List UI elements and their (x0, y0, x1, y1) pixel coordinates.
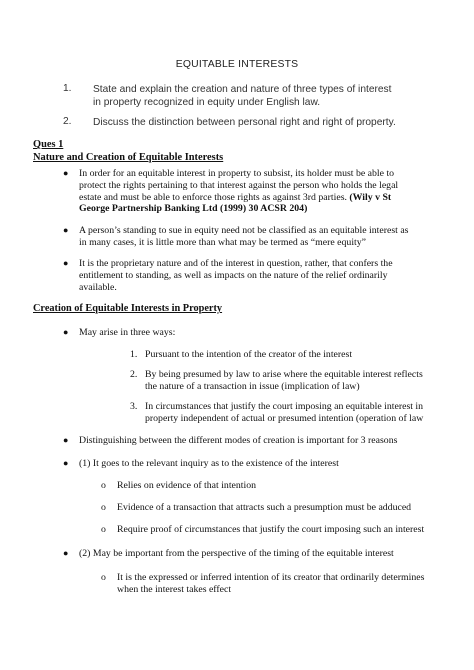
list-item: (2) May be important from the perspective of the timing of the equitable interest (79, 548, 394, 559)
question-number: 1. (63, 83, 72, 94)
text-line: It is the expressed or inferred intention of its creator that ordinarily determines (117, 572, 425, 583)
list-item (79, 168, 459, 215)
list-item: Distinguishing between the different modes of creation is important for 3 reasons (79, 435, 398, 446)
question-1-line-2: in property recognized in equity under English law. (93, 97, 321, 108)
question-1 (93, 83, 391, 109)
text-line: protect the rights pertaining to that interest against the person who holds the legal (79, 179, 399, 191)
bullet-icon: ● (63, 225, 69, 235)
list-item (79, 225, 459, 249)
bullet-icon: ● (63, 458, 69, 468)
numbered-item (145, 369, 465, 393)
question-1-line-1: State and explain the creation and nature of three types of interest (93, 84, 392, 95)
bullet-icon: ● (63, 327, 69, 337)
text-line: A person’s standing to sue in equity need not be classified as an equitable interest as (79, 225, 409, 236)
numbered-item (145, 401, 465, 425)
circle-bullet-icon: o (101, 502, 106, 513)
text-line: entitlement to standing, as well as impacts on the nature of the relief ordinarily (79, 269, 388, 281)
list-item: (1) It goes to the relevant inquiry as to the existence of the interest (79, 458, 339, 469)
list-item: May arise in three ways: (79, 327, 176, 338)
bullet-icon: ● (63, 548, 69, 558)
bullet-icon: ● (63, 168, 69, 178)
case-citation: George Partnership Banking Ltd (1999) 30 ACSR 204) (79, 203, 308, 215)
ques-heading (33, 138, 223, 164)
bullet-icon: ● (63, 258, 69, 268)
list-number: 3. (130, 401, 138, 412)
sub-item (117, 572, 467, 596)
text-line (79, 192, 459, 204)
text-line: It is the proprietary nature and of the interest in question, rather, that confers the (79, 258, 393, 269)
text-line: in many cases, it is little more than what may be termed as “mere equity” (79, 236, 367, 248)
text-line: property independent of actual or presumed intention (operation of law (145, 412, 424, 424)
text-line: By being presumed by law to arise where the equitable interest reflects (145, 369, 423, 380)
sub-item: Relies on evidence of that intention (117, 480, 257, 491)
list-number: 1. (130, 349, 138, 360)
text-line: when the interest takes effect (117, 583, 232, 595)
text-line: In circumstances that justify the court imposing an equitable interest in (145, 401, 424, 412)
circle-bullet-icon: o (101, 480, 106, 491)
bullet-icon: ● (63, 435, 69, 445)
text-span: estate and must be able to enforce those rights as against 3rd parties. (79, 191, 350, 203)
text-line: In order for an equitable interest in property to subsist, its holder must be able to (79, 168, 395, 179)
document-title: EQUITABLE INTERESTS (175, 59, 299, 70)
question-2: Discuss the distinction between personal right and right of property. (93, 117, 396, 128)
list-number: 2. (130, 369, 138, 380)
case-citation: (Wily v St (349, 191, 392, 203)
section-title-nature: Nature and Creation of Equitable Interests (33, 152, 224, 163)
question-number: 2. (63, 116, 72, 127)
text-line: available. (79, 281, 117, 293)
ques-label: Ques 1 (33, 139, 64, 150)
list-item (79, 258, 459, 293)
circle-bullet-icon: o (101, 524, 106, 535)
text-line: the nature of a transaction in issue (implication of law) (145, 380, 360, 392)
section-title-creation: Creation of Equitable Interests in Property (33, 303, 223, 314)
sub-item: Evidence of a transaction that attracts such a presumption must be adduced (117, 502, 412, 513)
text-line (79, 203, 459, 215)
numbered-item: Pursuant to the intention of the creator of the interest (145, 349, 353, 360)
sub-item: Require proof of circumstances that justify the court imposing such an interest (117, 524, 425, 535)
circle-bullet-icon: o (101, 572, 106, 583)
